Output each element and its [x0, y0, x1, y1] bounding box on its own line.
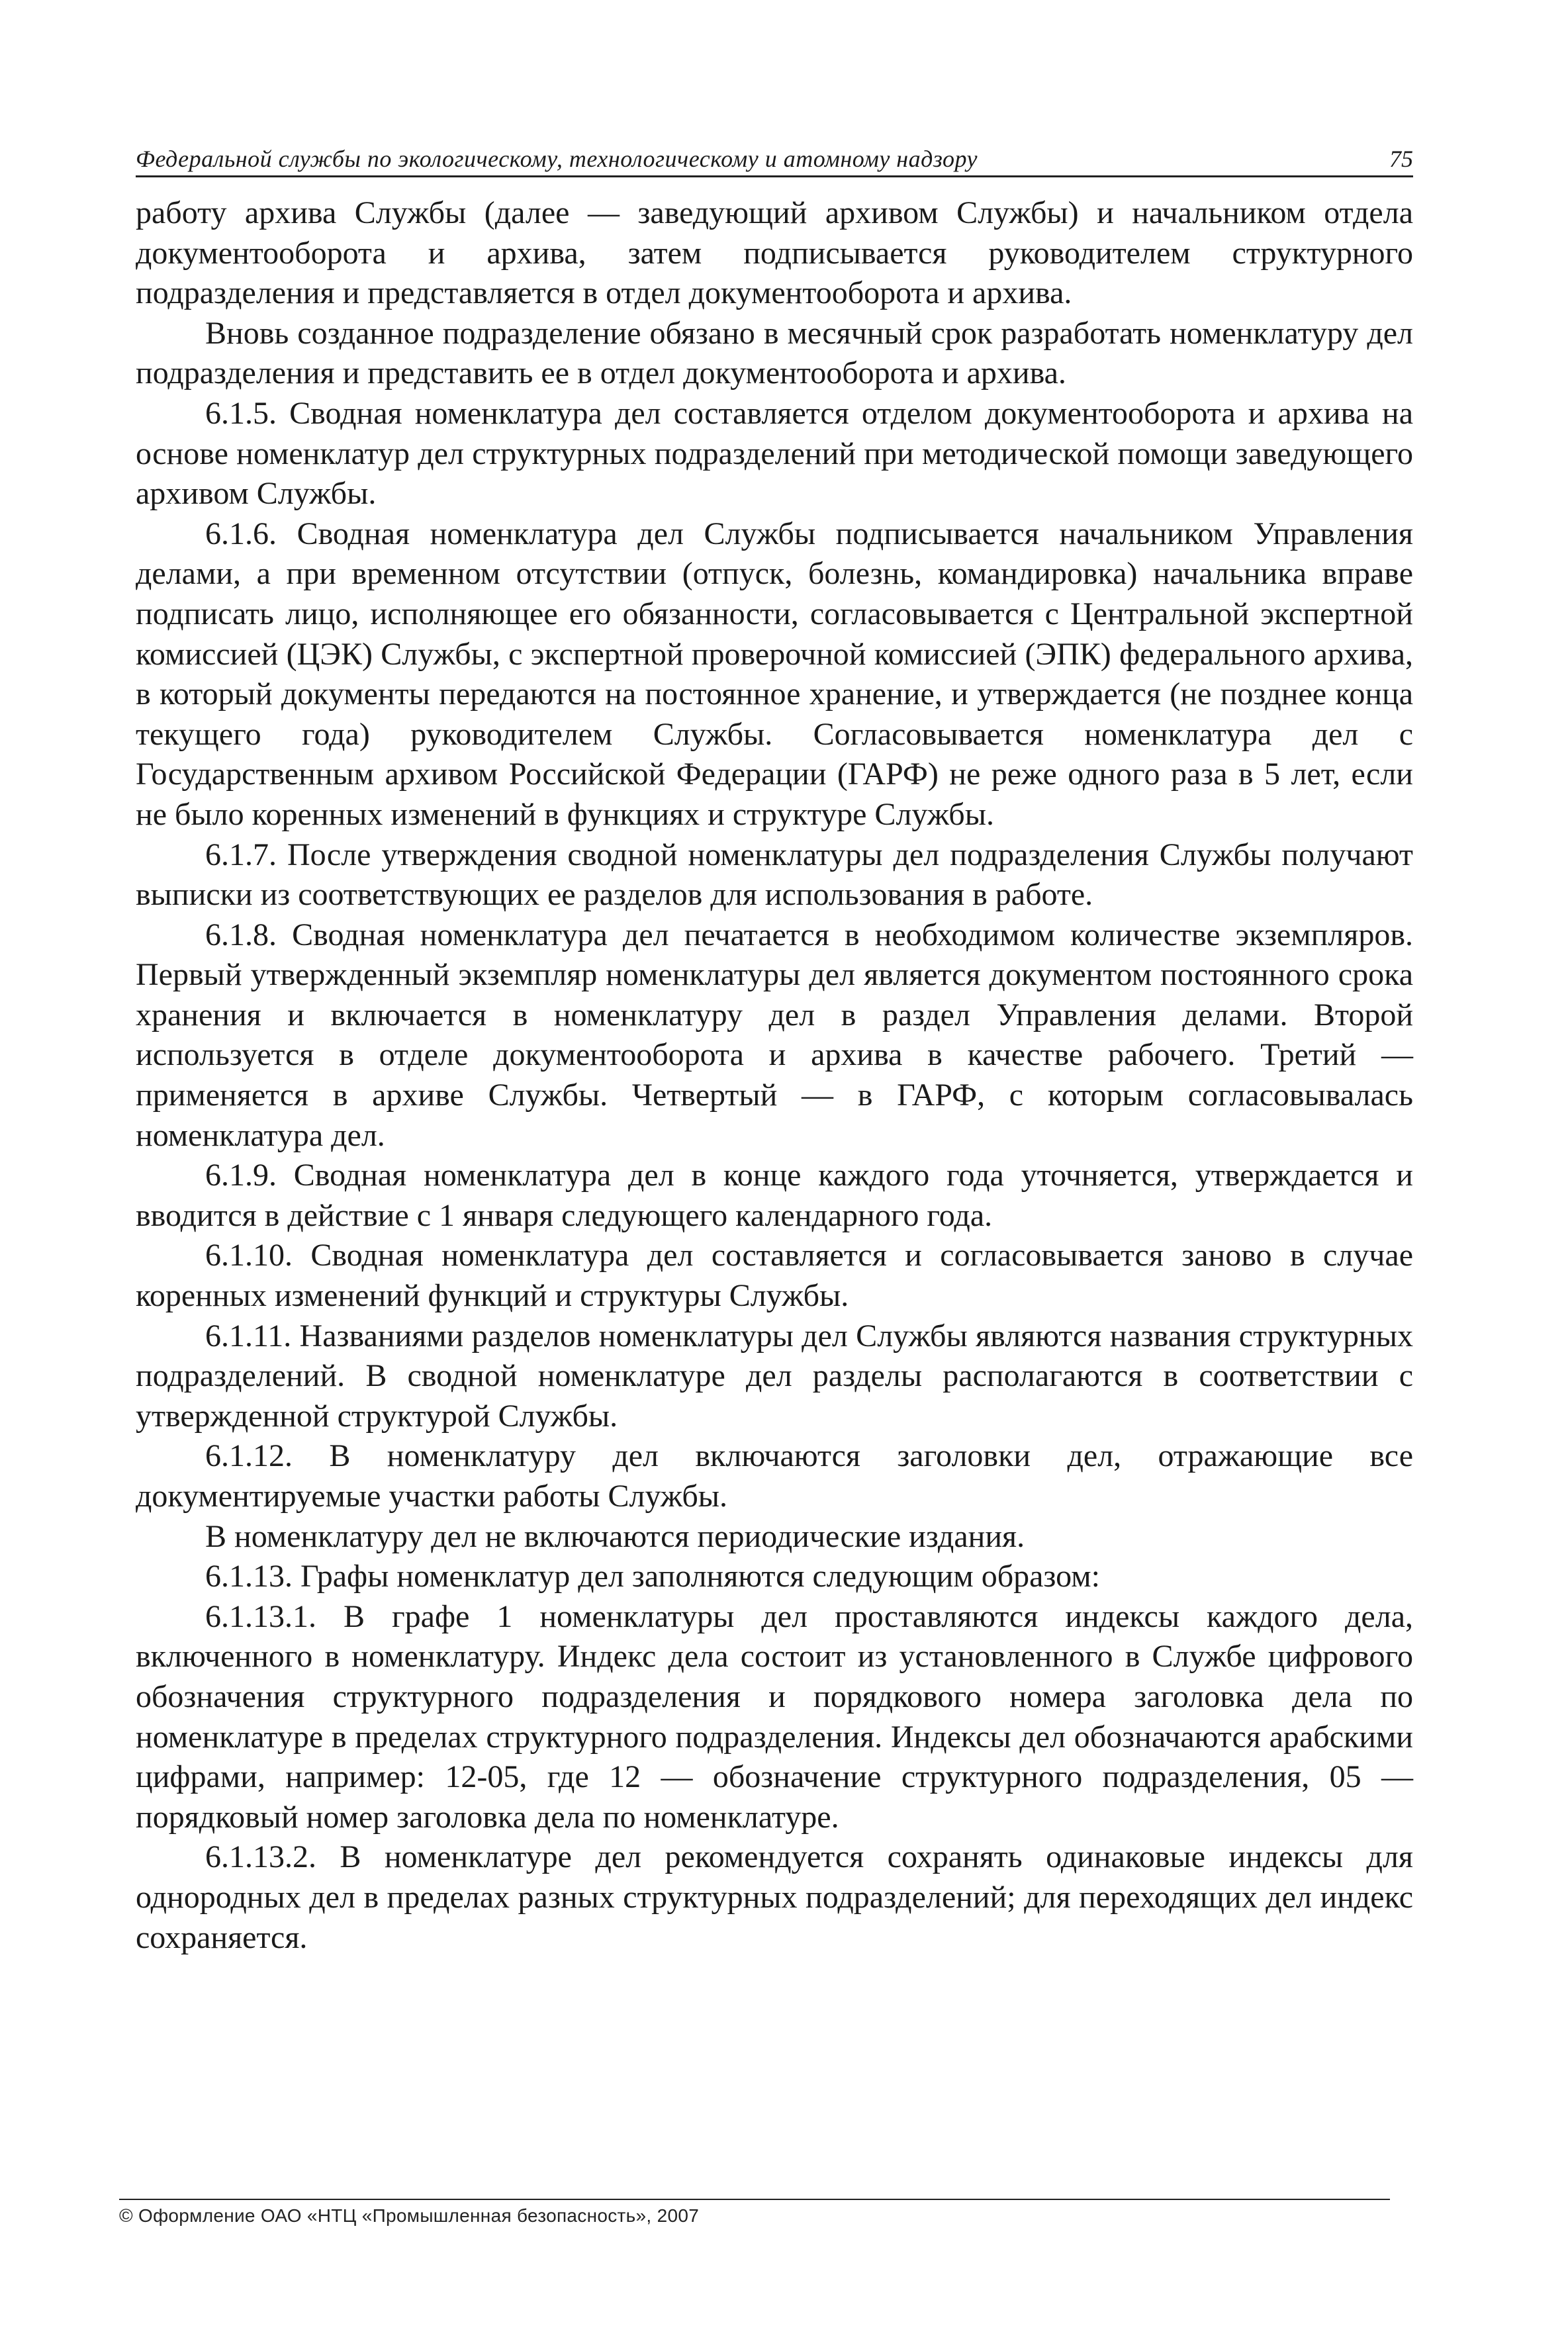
page-number: 75 — [1389, 146, 1413, 172]
paragraph-6-1-6: 6.1.6. Сводная номенклатура дел Службы подписывается начальником Управления делами, а при временном отсутствии (отпуск, болезнь, командировка) начальника вправе подписать лицо, исполняющее его обязанности, согласовывается с Центральной экспертной комиссией (ЦЭК) Службы, с экспертной проверочной комиссией (ЭПК) федерального архива, в который документы передаются на постоянное хранение, и утверждается (не позднее конца текущего года) руководителем Службы. Согласовывается номенклатура дел с Государственным архивом Российской Федерации (ГАРФ) не реже одного раза в 5 лет, если не было коренных изменений в функциях и структуре Службы. — [136, 516, 1413, 832]
paragraph: Вновь созданное подразделение обязано в месячный срок разработать номенклатуру дел подразделения и представить ее в отдел документооборота и архива. — [136, 315, 1413, 391]
body-text — [136, 193, 1413, 1958]
paragraph-continuation: работу архива Службы (далее — заведующий архивом Службы) и начальником отдела документооборота и архива, затем подписывается руководителем структурного подразделения и представляется в отдел документооборота и архива. — [136, 195, 1413, 311]
paragraph: В номенклатуру дел не включаются периодические издания. — [205, 1518, 1025, 1554]
paragraph-6-1-8: 6.1.8. Сводная номенклатура дел печатается в необходимом количестве экземпляров. Первый утвержденный экземпляр номенклатуры дел является документом постоянного срока хранения и включается в номенклатуру дел в раздел Управления делами. Второй используется в отделе документооборота и архива в качестве рабочего. Третий — применяется в архиве Службы. Четвертый — в ГАРФ, с которым согласовывалась номенклатура дел. — [136, 917, 1413, 1153]
running-header — [136, 136, 1413, 177]
paragraph-6-1-11: 6.1.11. Названиями разделов номенклатуры дел Службы являются названия структурных подразделений. В сводной номенклатуре дел разделы располагаются в соответствии с утвержденной структурой Службы. — [136, 1318, 1413, 1434]
paragraph-6-1-13-1: 6.1.13.1. В графе 1 номенклатуры дел проставляются индексы каждого дела, включенного в номенклатуру. Индекс дела состоит из установленного в Службе цифрового обозначения структурного подразделения и порядкового номера заголовка дела по номенклатуре в пределах структурного подразделения. Индексы дел обозначаются арабскими цифрами, например: 12-05, где 12 — обозначение структурного подразделения, 05 — порядковый номер заголовка дела по номенклатуре. — [136, 1598, 1413, 1835]
paragraph-6-1-13-2: 6.1.13.2. В номенклатуре дел рекомендуется сохранять одинаковые индексы для однородных дел в пределах разных структурных подразделений; для переходящих дел индекс сохраняется. — [136, 1839, 1413, 1955]
paragraph-6-1-5: 6.1.5. Сводная номенклатура дел составляется отделом документооборота и архива на основе номенклатур дел структурных подразделений при методической помощи заведующего архивом Службы. — [136, 395, 1413, 512]
paragraph-6-1-13: 6.1.13. Графы номенклатур дел заполняются следующим образом: — [205, 1559, 1100, 1594]
paragraph-6-1-12: 6.1.12. В номенклатуру дел включаются заголовки дел, отражающие все документируемые участки работы Службы. — [136, 1438, 1413, 1514]
header-title: Федеральной службы по экологическому, технологическому и атомному надзору — [136, 146, 978, 172]
paragraph-6-1-9: 6.1.9. Сводная номенклатура дел в конце каждого года уточняется, утверждается и вводится в действие с 1 января следующего календарного года. — [136, 1158, 1413, 1233]
footer-copyright: © Оформление ОАО «НТЦ «Промышленная безопасность», 2007 — [119, 2205, 700, 2226]
paragraph-6-1-10: 6.1.10. Сводная номенклатура дел составляется и согласовывается заново в случае коренных изменений функций и структуры Службы. — [136, 1238, 1413, 1314]
paragraph-6-1-7: 6.1.7. После утверждения сводной номенклатуры дел подразделения Службы получают выписки из соответствующих ее разделов для использования в работе. — [136, 837, 1413, 913]
page-footer — [119, 2199, 1390, 2227]
